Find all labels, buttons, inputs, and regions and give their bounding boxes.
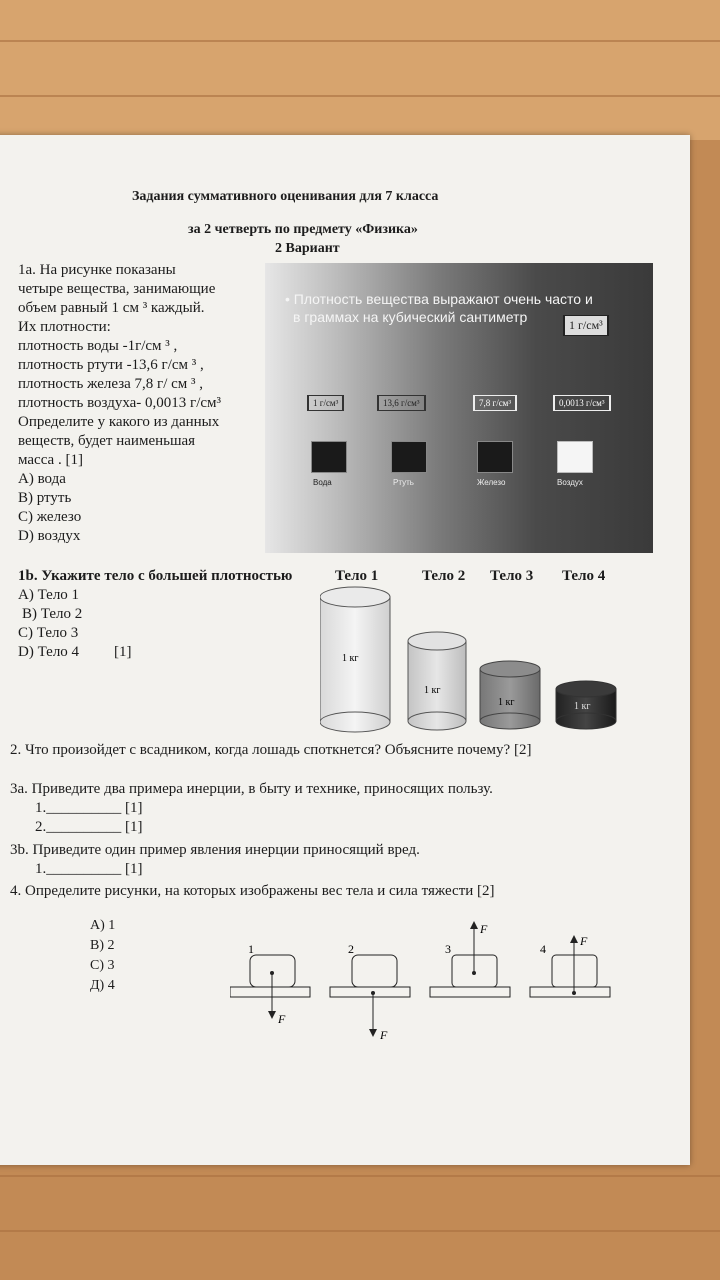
cube-iron [477, 441, 513, 473]
q1b-option: C) Тело 3 [18, 625, 79, 641]
svg-text:2: 2 [348, 942, 354, 956]
force-figure-4 [530, 934, 610, 997]
q1b-option: D) Тело 4 [18, 644, 80, 660]
slide-bullet-line2: в граммах на кубический сантиметр [293, 309, 528, 325]
cylinder-body-1 [320, 587, 390, 732]
svg-text:1: 1 [248, 942, 254, 956]
svg-text:F: F [480, 922, 488, 936]
q1a-option: B) ртуть [18, 490, 72, 506]
cube-air [557, 441, 593, 473]
answer-line: 2.__________ [1] [35, 819, 143, 835]
q1b-mark: [1] [114, 644, 132, 660]
force-figure-2 [330, 942, 410, 1042]
q1a-line: Определите у какого из данных [18, 414, 220, 430]
wooden-background [0, 0, 720, 140]
q1a-line: Их плотности: [18, 319, 111, 335]
q1b-option: B) Тело 2 [22, 606, 83, 622]
body-label-1: Тело 1 [335, 568, 379, 584]
q1a-option: D) воздух [18, 528, 81, 544]
answer-line: 1.__________ [1] [35, 800, 143, 816]
cylinder-body-3 [480, 661, 540, 729]
q4-title: 4. Определите рисунки, на которых изображены вес тела и сила тяжести [2] [10, 883, 495, 899]
q1a-line: плотность ртути -13,6 г/см ³ , [18, 357, 204, 373]
svg-text:3: 3 [445, 942, 451, 956]
force-figure-3 [430, 922, 510, 997]
header-variant: 2 Вариант [275, 241, 340, 256]
q3a-title: 3a. Приведите два примера инерции, в быту и технике, приносящих пользу. [10, 781, 493, 797]
slide-fraction-iron: 7,8 г/см³ [473, 395, 517, 411]
cube-label: Ртуть [393, 478, 414, 487]
slide-fraction-water: 1 г/см³ [307, 395, 344, 411]
cube-label: Воздух [557, 478, 583, 487]
cube-label: Железо [477, 478, 506, 487]
svg-text:4: 4 [540, 942, 546, 956]
svg-text:1 кг: 1 кг [424, 685, 441, 696]
body-label-2: Тело 2 [422, 568, 466, 584]
svg-text:1 кг: 1 кг [498, 697, 515, 708]
force-diagrams [230, 915, 620, 1045]
answer-line: 1.__________ [1] [35, 861, 143, 877]
q1b-title: 1b. Укажите тело с большей плотностью [18, 568, 293, 584]
slide-big-fraction: 1 г/см³ [563, 315, 609, 336]
svg-text:F: F [278, 1012, 286, 1026]
q1a-line: веществ, будет наименьшая [18, 433, 196, 449]
q1a-line: плотность воды -1г/см ³ , [18, 338, 178, 354]
q1a-option: A) вода [18, 471, 66, 487]
q1b-option: A) Тело 1 [18, 587, 80, 603]
body-label-3: Тело 3 [490, 568, 534, 584]
cylinder-body-2 [408, 632, 466, 730]
q1a-option: C) железо [18, 509, 82, 525]
q4-option: C) 3 [90, 958, 115, 973]
q1a-line: 1a. На рисунке показаны [18, 262, 176, 278]
force-figure-1 [230, 942, 310, 1026]
q4-option: A) 1 [90, 918, 116, 933]
q2-text: 2. Что произойдет с всадником, когда лошадь споткнется? Объясните почему? [2] [10, 742, 532, 758]
header-title: Задания суммативного оценивания для 7 класса [132, 189, 439, 204]
q4-option: Д) 4 [90, 978, 115, 993]
mass-label: 1 кг [342, 653, 359, 664]
q1a-line: плотность воздуха- 0,0013 г/см³ [18, 395, 222, 411]
q1a-line: четыре вещества, занимающие [18, 281, 216, 297]
svg-text:F: F [580, 934, 588, 948]
header-quarter: за 2 четверть по предмету «Физика» [188, 222, 418, 237]
q1a-line: объем равный 1 см ³ каждый. [18, 300, 205, 316]
slide-fraction-mercury: 13,6 г/см³ [377, 395, 426, 411]
slide-fraction-air: 0,0013 г/см³ [553, 395, 611, 411]
q3b-title: 3b. Приведите один пример явления инерции приносящий вред. [10, 842, 420, 858]
body-label-4: Тело 4 [562, 568, 606, 584]
slide-bullet-line1: • Плотность вещества выражают очень часто и [285, 291, 593, 307]
q1a-line: плотность железа 7,8 г/ см ³ , [18, 376, 204, 392]
q1a-line: масса . [1] [18, 452, 83, 468]
cylinder-body-4 [556, 681, 616, 729]
svg-text:F: F [380, 1028, 388, 1042]
q4-option: B) 2 [90, 938, 115, 953]
cube-mercury [391, 441, 427, 473]
cube-label: Вода [313, 478, 332, 487]
cube-water [311, 441, 347, 473]
svg-text:1 кг: 1 кг [574, 701, 591, 712]
density-slide-image [265, 263, 653, 553]
cylinders-figure [320, 585, 630, 735]
